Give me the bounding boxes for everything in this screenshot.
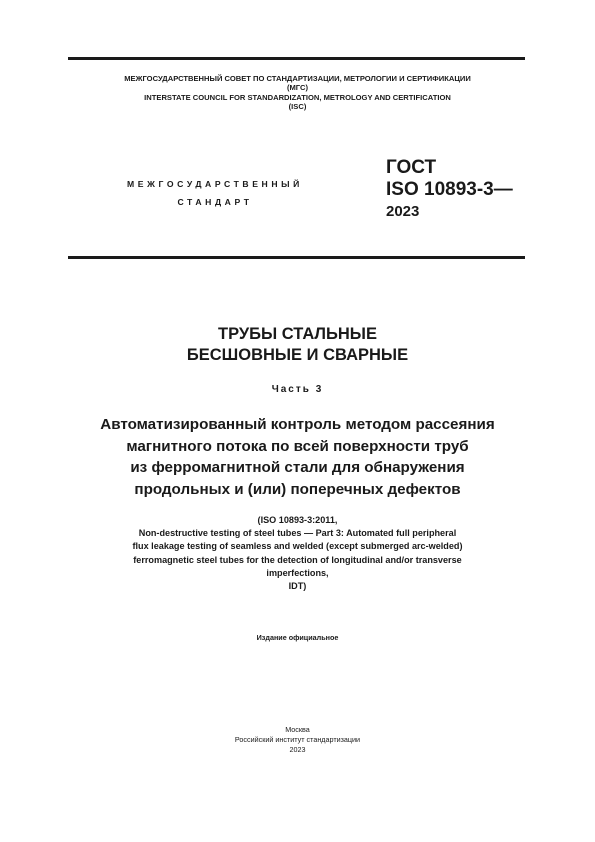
subtitle-line2: магнитного потока по всей поверхности труб (126, 437, 469, 455)
edition-note: Издание официальное (256, 633, 339, 642)
subtitle-line1: Автоматизированный контроль методом рассеяния (100, 416, 495, 433)
council-ru-abbr: (МГС) (286, 83, 309, 93)
document-subtitle (40, 414, 555, 500)
top-rule (68, 57, 525, 60)
designation-gost: ГОСТ (386, 157, 437, 178)
standard-type-label (100, 175, 330, 211)
publisher-city: Москва (285, 725, 310, 734)
subtitle-line4: продольных и (или) поперечных дефектов (134, 480, 461, 498)
council-en-abbr: (ISC) (288, 102, 307, 112)
standard-designation (386, 157, 513, 223)
publisher-info (60, 725, 535, 756)
iso-ref-line6: IDT) (288, 581, 307, 592)
part-label: Часть 3 (271, 384, 324, 395)
document-title (60, 324, 535, 366)
iso-ref-line5: imperfections, (266, 567, 329, 578)
iso-ref-line4: ferromagnetic steel tubes for the detection of longitudinal and/or transverse (133, 554, 462, 565)
designation-number: ISO 10893-3— (386, 179, 513, 200)
council-header (40, 74, 555, 112)
subtitle-line3: из ферромагнитной стали для обнаружения (130, 459, 465, 476)
title-line2: БЕСШОВНЫЕ И СВАРНЫЕ (186, 346, 409, 364)
designation-year: 2023 (386, 203, 420, 220)
publisher-year: 2023 (289, 745, 306, 755)
publisher-institute: Российский институт стандартизации (234, 735, 361, 745)
iso-ref-line2: Non-destructive testing of steel tubes — Part 3: Automated full peripheral (138, 528, 457, 539)
standard-type-line1: МЕЖГОСУДАРСТВЕННЫЙ (127, 179, 303, 189)
iso-ref-line3: flux leakage testing of seamless and welded (except submerged arc-welded) (132, 541, 463, 552)
council-ru-name: МЕЖГОСУДАРСТВЕННЫЙ СОВЕТ ПО СТАНДАРТИЗАЦИИ, МЕТРОЛОГИИ И СЕРТИФИКАЦИИ (124, 74, 471, 83)
standard-type-line2: СТАНДАРТ (177, 197, 253, 207)
iso-reference (40, 514, 555, 593)
middle-rule (68, 256, 525, 259)
iso-ref-line1: (ISO 10893-3:2011, (257, 515, 338, 525)
title-line1: ТРУБЫ СТАЛЬНЫЕ (218, 325, 377, 343)
council-en-name: INTERSTATE COUNCIL FOR STANDARDIZATION, METROLOGY AND CERTIFICATION (144, 92, 451, 102)
